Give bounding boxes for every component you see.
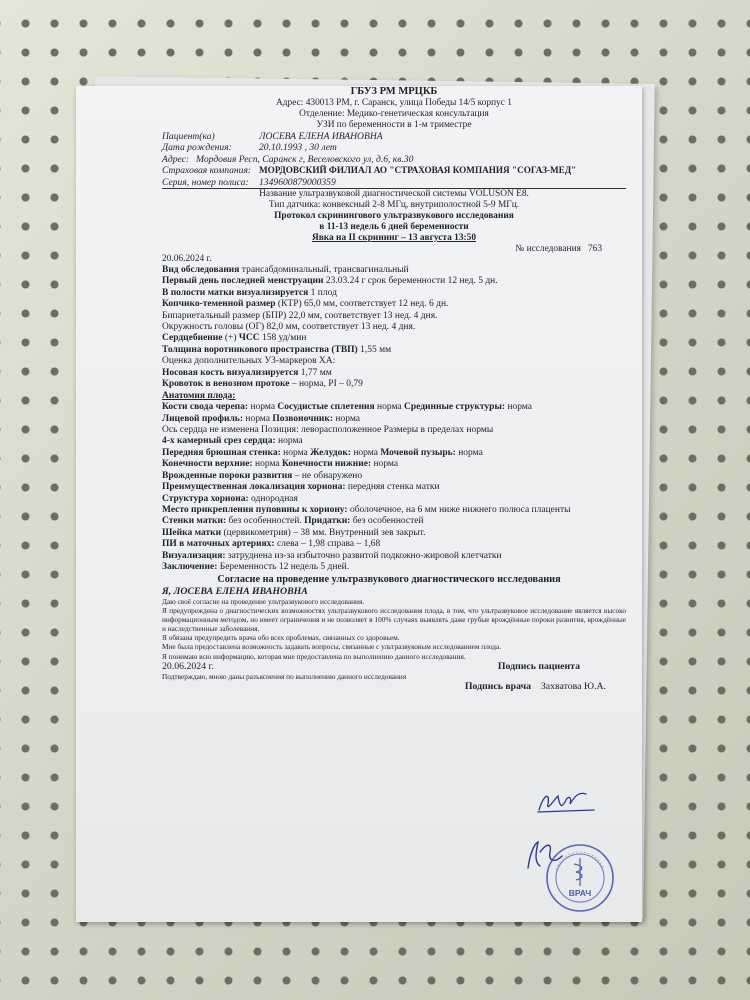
exam-number-block — [515, 244, 626, 265]
finding-label: Толщина воротникового пространства (ТВП) — [162, 344, 358, 355]
finding-label: Первый день последней менструации — [162, 276, 324, 287]
finding-value: норма — [275, 436, 303, 447]
finding-label: 4-х камерный срез сердца: — [162, 436, 276, 447]
finding-label: Структура хориона: — [162, 493, 249, 504]
finding-value: 1,77 мм — [298, 367, 332, 378]
finding-label: Заключение: — [162, 562, 218, 573]
finding-label: Врожденные пороки развития — [162, 470, 293, 481]
patient-block — [162, 131, 626, 189]
finding-ktr — [162, 299, 626, 310]
anatomy-heart-axis: Ось сердца не изменена Позиция: леворасположенное Размеры в пределах нормы — [162, 424, 494, 435]
finding-label: Желудок: — [310, 447, 351, 458]
patient-signature-icon — [536, 788, 596, 816]
stamp-label: ВРАЧ — [568, 888, 592, 898]
finding-label: Стенки матки: — [162, 516, 227, 527]
finding-label: Место прикрепления пуповины к хориону: — [162, 505, 348, 516]
finding-label: Кости свода черепа: — [162, 402, 249, 413]
consent-date: 20.06.2024 г. — [162, 660, 214, 672]
finding-value: однородная — [248, 493, 298, 504]
protocol-line-1: Протокол скринингового ультразвукового исследования — [274, 211, 514, 222]
finding-value: норма — [333, 413, 361, 424]
protocol-line-2: в 11-13 недель 6 дней беременности — [319, 222, 469, 233]
anatomy-title: Анатомия плода: — [162, 390, 236, 401]
finding-markers: Оценка дополнительных УЗ-маркеров ХА: — [162, 356, 336, 367]
doctor-stamp-icon — [544, 842, 616, 914]
finding-value: – норма, PI – 0,79 — [289, 379, 363, 390]
finding-label: Передняя брюшная стенка: — [162, 447, 281, 458]
patient-signature-label: Подпись пациента — [497, 660, 580, 672]
patient-insurer: МОРДОВСКИЙ ФИЛИАЛ АО "СТРАХОВАЯ КОМПАНИЯ "СОГАЗ-МЕД" — [259, 165, 577, 176]
finding-value: без особенностей — [350, 516, 424, 527]
finding-label: Сосудистые сплетения — [277, 402, 375, 413]
finding-label: Позвоночник: — [272, 413, 334, 424]
finding-value: норма — [455, 447, 483, 458]
patient-address-label: Адрес: — [162, 153, 190, 165]
finding-label: Преимущественная локализация хориона: — [162, 482, 346, 493]
finding-label: Сердцебиение — [162, 333, 223, 344]
patient-name-label: Пациент(ка) — [162, 130, 215, 142]
protocol-title — [162, 211, 626, 244]
finding-label: Мочевой пузырь: — [380, 447, 456, 458]
finding-value: затруднена из-за избыточно развитой подкожно-жировой клетчатки — [225, 550, 502, 561]
anatomy-uterine-pi — [162, 539, 626, 550]
finding-label: Срединные структуры: — [404, 402, 506, 413]
consent-title: Согласие на проведение ультразвукового диагностического исследования — [217, 573, 561, 585]
finding-label: Копчико-теменной размер — [162, 299, 276, 310]
finding-og: Окружность головы (ОГ) 82,0 мм, соответствует 13 нед. 4 дня. — [162, 322, 416, 333]
consent-line: Даю своё согласие на проведение ультразвукового исследования. — [162, 596, 365, 606]
finding-value: норма — [374, 402, 405, 413]
finding-label: Шейка матки — [162, 527, 222, 538]
patient-sign-row — [162, 661, 626, 672]
finding-value: оболочечное, на 6 мм ниже нижнего полюса плаценты — [347, 505, 571, 516]
patient-dob-row — [162, 142, 626, 154]
patient-insurer-row — [162, 165, 626, 177]
finding-value: 1 плод — [308, 287, 337, 298]
anatomy-row-uterus — [162, 516, 626, 527]
doctor-sign-row — [162, 681, 626, 692]
finding-exam-kind — [162, 265, 626, 276]
exam-type: УЗИ по беременности в 1-м триместре — [316, 119, 472, 130]
anatomy-defects — [162, 471, 626, 482]
finding-value: слева – 1,98 справа – 1,68 — [274, 539, 381, 550]
findings — [162, 265, 626, 574]
finding-value: норма — [350, 447, 381, 458]
finding-bpr: Бипариетальный размер (БПР) 22,0 мм, соответствует 13 нед. 4 дня. — [162, 310, 438, 321]
device-probe: Тип датчика: конвексный 2-8 МГц, внутриполостной 5-9 МГц. — [268, 200, 520, 211]
finding-label: В полости матки визуализируется — [162, 287, 309, 298]
finding-value: передняя стенка матки — [345, 482, 440, 493]
patient-insurer-label: Страховая компания: — [162, 165, 252, 177]
doctor-confirmation: Подтверждаю, мною даны разъяснения по выполнению данного исследования — [162, 672, 407, 682]
consent-line: Мне была предоставлена возможность задавать вопросы, связанные с ультразвуковым исследованием плода. — [162, 642, 502, 652]
consent-block — [162, 574, 626, 693]
finding-label: Визуализация: — [162, 550, 226, 561]
consent-line: Я понимаю всю информацию, которая мне предоставлена по выполнению данного исследования. — [162, 651, 466, 661]
finding-value: 23.03.24 г срок беременности 12 нед. 5 дн. — [323, 276, 498, 287]
patient-dob-label: Дата рождения: — [162, 142, 232, 154]
exam-date: 20.06.2024 г. — [162, 253, 212, 264]
finding-label: Конечности верхние: — [162, 459, 253, 470]
finding-value: трансабдоминальный, трансвагинальный — [239, 264, 409, 275]
anatomy-cervix — [162, 528, 626, 539]
finding-fetus-count — [162, 288, 626, 299]
finding-label: Кровоток в венозном протоке — [162, 379, 290, 390]
patient-policy-label: Серия, номер полиса: — [162, 176, 249, 188]
anatomy-chorion-structure — [162, 494, 626, 505]
patient-name: ЛОСЕВА ЕЛЕНА ИВАНОВНА — [259, 130, 383, 142]
finding-label: Носовая кость визуализируется — [162, 367, 299, 378]
anatomy-cord-insertion — [162, 505, 607, 516]
finding-label: Придатки: — [304, 516, 351, 527]
finding-value: норма — [252, 459, 282, 470]
doctor-name: Захватова Ю.А. — [540, 681, 606, 693]
consent-line: Я обязана предупредить врача обо всех проблемах, связанных со здоровьем. — [162, 633, 400, 643]
consent-line: Я предупреждена о диагностических возможностях ультразвукового исследования плода, в том, что ультразвуковое исследование является высоко информационным методом, но имеет ограничения и не позволяет в 100% случаях выявлять даже грубые врождённые пороки развития, врождённые и наследственные заболевания. — [162, 606, 626, 634]
finding-nt — [162, 345, 626, 356]
anatomy-row-skull — [162, 402, 626, 413]
finding-value: норма — [242, 413, 273, 424]
protocol-appointment: Явка на II скрининг – 13 августа 13:50 — [311, 233, 477, 244]
finding-heart — [162, 333, 626, 344]
patient-dob: 20.10.1993 , 30 лет — [259, 142, 337, 154]
patient-address: Мордовия Респ, Саранск г, Веселовского ул, д.6, кв.30 — [196, 153, 414, 165]
consent-patient-name: Я, ЛОСЕВА ЕЛЕНА ИВАНОВНА — [162, 585, 308, 597]
finding-value: норма — [248, 402, 278, 413]
finding-value: Беременность 12 недель 5 дней. — [217, 562, 350, 573]
exam-meta — [162, 244, 626, 265]
finding-label: Лицевой профиль: — [162, 413, 243, 424]
patient-name-row — [162, 131, 626, 143]
doctor-signature-label: Подпись врача — [464, 681, 532, 693]
finding-nasal-bone — [162, 368, 626, 379]
conclusion — [162, 562, 626, 573]
exam-number-label: № исследования — [515, 243, 581, 254]
anatomy-row-limbs — [162, 459, 626, 470]
device-name: Название ультразвуковой диагностической системы VOLUSON E8. — [259, 189, 529, 200]
anatomy-row-abdomen — [162, 448, 626, 459]
finding-value: (+) — [222, 333, 239, 344]
patient-policy-row — [162, 177, 626, 189]
org-address: Адрес: 430013 РМ, г. Саранск, улица Победы 14/5 корпус 1 — [275, 98, 512, 109]
org-department: Отделение: Медико-генетическая консультация — [299, 109, 489, 120]
finding-value: норма — [371, 459, 399, 470]
finding-value: норма — [505, 402, 533, 413]
finding-value: 1,55 мм — [357, 344, 392, 355]
finding-value: – не обнаружено — [292, 470, 363, 481]
anatomy-row-face — [162, 414, 626, 425]
anatomy-four-chamber — [162, 436, 626, 447]
finding-lmp — [162, 276, 626, 287]
exam-number: 763 — [587, 243, 602, 254]
patient-address-row — [162, 154, 626, 166]
finding-value: 158 уд/мин — [259, 333, 307, 344]
patient-policy: 1349600879000359 — [259, 176, 336, 188]
finding-venous-duct — [162, 379, 626, 390]
anatomy-chorion-location — [162, 482, 626, 493]
finding-value: (КТР) 65,0 мм, соответствует 12 нед. 6 дн. — [275, 299, 449, 310]
finding-label: ЧСС — [238, 333, 260, 344]
finding-label: Вид обследования — [162, 264, 240, 275]
anatomy-visualization — [162, 551, 626, 562]
finding-value: (цервикометрия) – 38 мм. Внутренний зев закрыт. — [221, 527, 426, 538]
finding-value: норма — [280, 447, 311, 458]
finding-value: без особенностей. — [226, 516, 305, 527]
finding-label: Конечности нижние: — [282, 459, 372, 470]
org-title: ГБУЗ РМ МРЦКБ — [350, 86, 438, 97]
finding-label: ПИ в маточных артериях: — [162, 539, 275, 550]
